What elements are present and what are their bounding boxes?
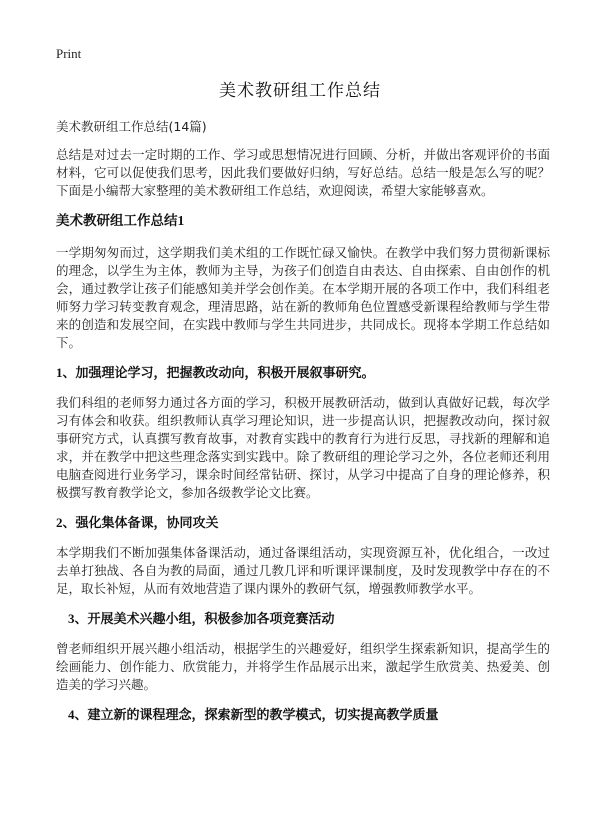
point-paragraph-3: 曾老师组织开展兴趣小组活动，根据学生的兴趣爱好，组织学生探索新知识，提高学生的绘画能力、创作能力、欣赏能力，并将学生作品展示出来，激起学生欣赏美、热爱美、创造美的学习兴趣。 <box>56 641 550 692</box>
section-paragraph: 一学期匆匆而过，这学期我们美术组的工作既忙碌又愉快。在教学中我们努力贯彻新课标的理念，以学生为主体，教师为主导，为孩子们创造自由表达、自由探索、自由创作的机会，通过教学让孩子们能感知美并学会创作美。在本学期开展的各项工作中，我们科组老师努力学习转变教育观念，理清思路，站在新的教师角色位置感受新课程给教师与学生带来的创造和发展空间，在实践中教师与学生共同进步，共同成长。现将本学期工作总结如下。 <box>56 245 550 350</box>
page-title: 美术教研组工作总结 <box>219 81 381 101</box>
point-heading-2: 2、强化集体备课，协同攻关 <box>56 515 219 530</box>
print-link[interactable]: Print <box>56 46 82 61</box>
point-heading-3: 3、开展美术兴趣小组，积极参加各项竞赛活动 <box>68 611 335 626</box>
section-heading: 美术教研组工作总结1 <box>56 213 185 228</box>
document-subtitle: 美术教研组工作总结(14篇) <box>56 119 207 134</box>
document-content <box>56 118 550 736</box>
point-paragraph-2: 本学期我们不断加强集体备课活动，通过备课组活动，实现资源互补，优化组合，一改过去单打独战、各自为教的局面，通过几教几评和听课评课制度，及时发现教学中存在的不足，取长补短，从而有效地营造了课内课外的教研气氛，增强教师教学水平。 <box>56 545 550 596</box>
point-paragraph-1: 我们科组的老师努力通过各方面的学习，积极开展教研活动，做到认真做好记载，每次学习有体会和收获。组织教师认真学习理论知识，进一步提高认识，把握教改动向，探讨叙事研究方式，认真撰写教育故事，对教育实践中的教育行为进行反思，寻找新的理解和追求，并在教学中把这些理念落实到实践中。除了教研组的理论学习之外，各位老师还利用电脑查阅进行业务学习，课余时间经常钻研、探讨，从学习中提高了自身的理论修养，积极撰写教育教学论文，参加各级教学论文比赛。 <box>56 395 550 500</box>
point-heading-1: 1、加强理论学习，把握教改动向，积极开展叙事研究。 <box>56 365 375 380</box>
intro-paragraph: 总结是对过去一定时期的工作、学习或思想情况进行回顾、分析，并做出客观评价的书面材料，它可以促使我们思考，因此我们要做好归纳，写好总结。总结一般是怎么写的呢？下面是小编帮大家整理的美术教研组工作总结，欢迎阅读，希望大家能够喜欢。 <box>56 147 550 198</box>
point-heading-4: 4、建立新的课程理念，探索新型的教学模式，切实提高教学质量 <box>68 707 439 722</box>
